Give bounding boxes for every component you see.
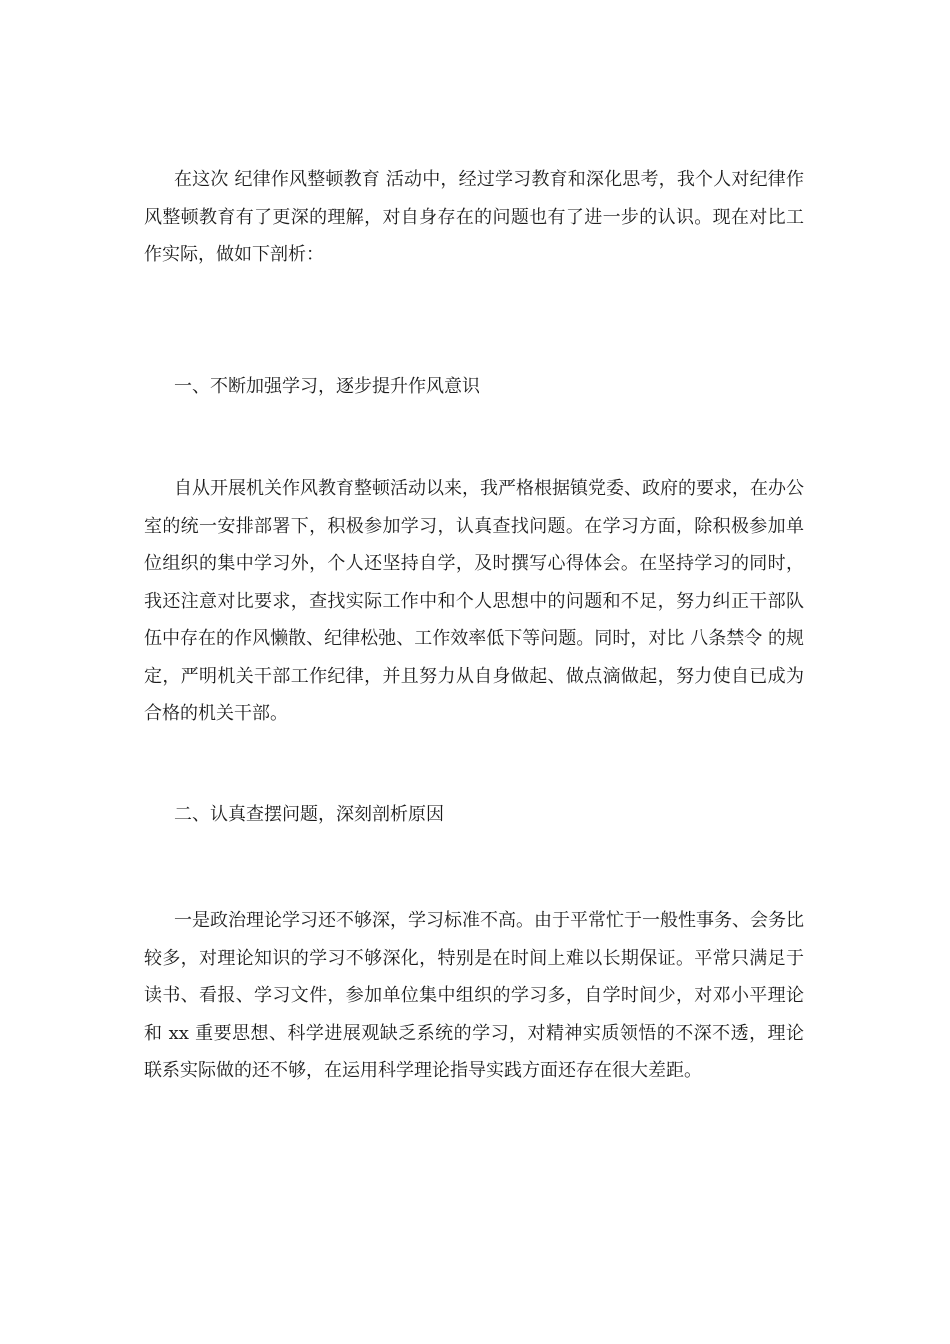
- section-2-paragraph-block: [144, 902, 804, 1090]
- section-1-heading: 一、不断加强学习，逐步提升作风意识: [174, 376, 480, 397]
- section-2-heading: 二、认真查摆问题，深刻剖析原因: [174, 804, 444, 825]
- section-1-paragraph-block: [144, 470, 804, 733]
- intro-paragraph: 在这次 纪律作风整顿教育 活动中，经过学习教育和深化思考，我个人对纪律作风整顿教育有了更深的理解，对自身存在的问题也有了进一步的认识。现在对比工作实际，做如下剖析：: [144, 169, 804, 265]
- section-2-paragraph: 一是政治理论学习还不够深，学习标准不高。由于平常忙于一般性事务、会务比较多，对理论知识的学习不够深化，特别是在时间上难以长期保证。平常只满足于读书、看报、学习文件，参加单位集中组织的学习多，自学时间少，对邓小平理论和 xx 重要思想、科学进展观缺乏系统的学习，对精神实质领悟的不深不透，理论联系实际做的还不够，在运用科学理论指导实践方面还存在很大差距。: [144, 910, 804, 1081]
- intro-paragraph-block: [144, 161, 804, 274]
- section-1-paragraph: 自从开展机关作风教育整顿活动以来，我严格根据镇党委、政府的要求，在办公室的统一安排部署下，积极参加学习，认真查找问题。在学习方面，除积极参加单位组织的集中学习外，个人还坚持自学，及时撰写心得体会。在坚持学习的同时，我还注意对比要求，查找实际工作中和个人思想中的问题和不足，努力纠正干部队伍中存在的作风懒散、纪律松弛、工作效率低下等问题。同时，对比 八条禁令 的规定，严明机关干部工作纪律，并且努力从自身做起、做点滴做起，努力使自已成为合格的机关干部。: [144, 478, 804, 724]
